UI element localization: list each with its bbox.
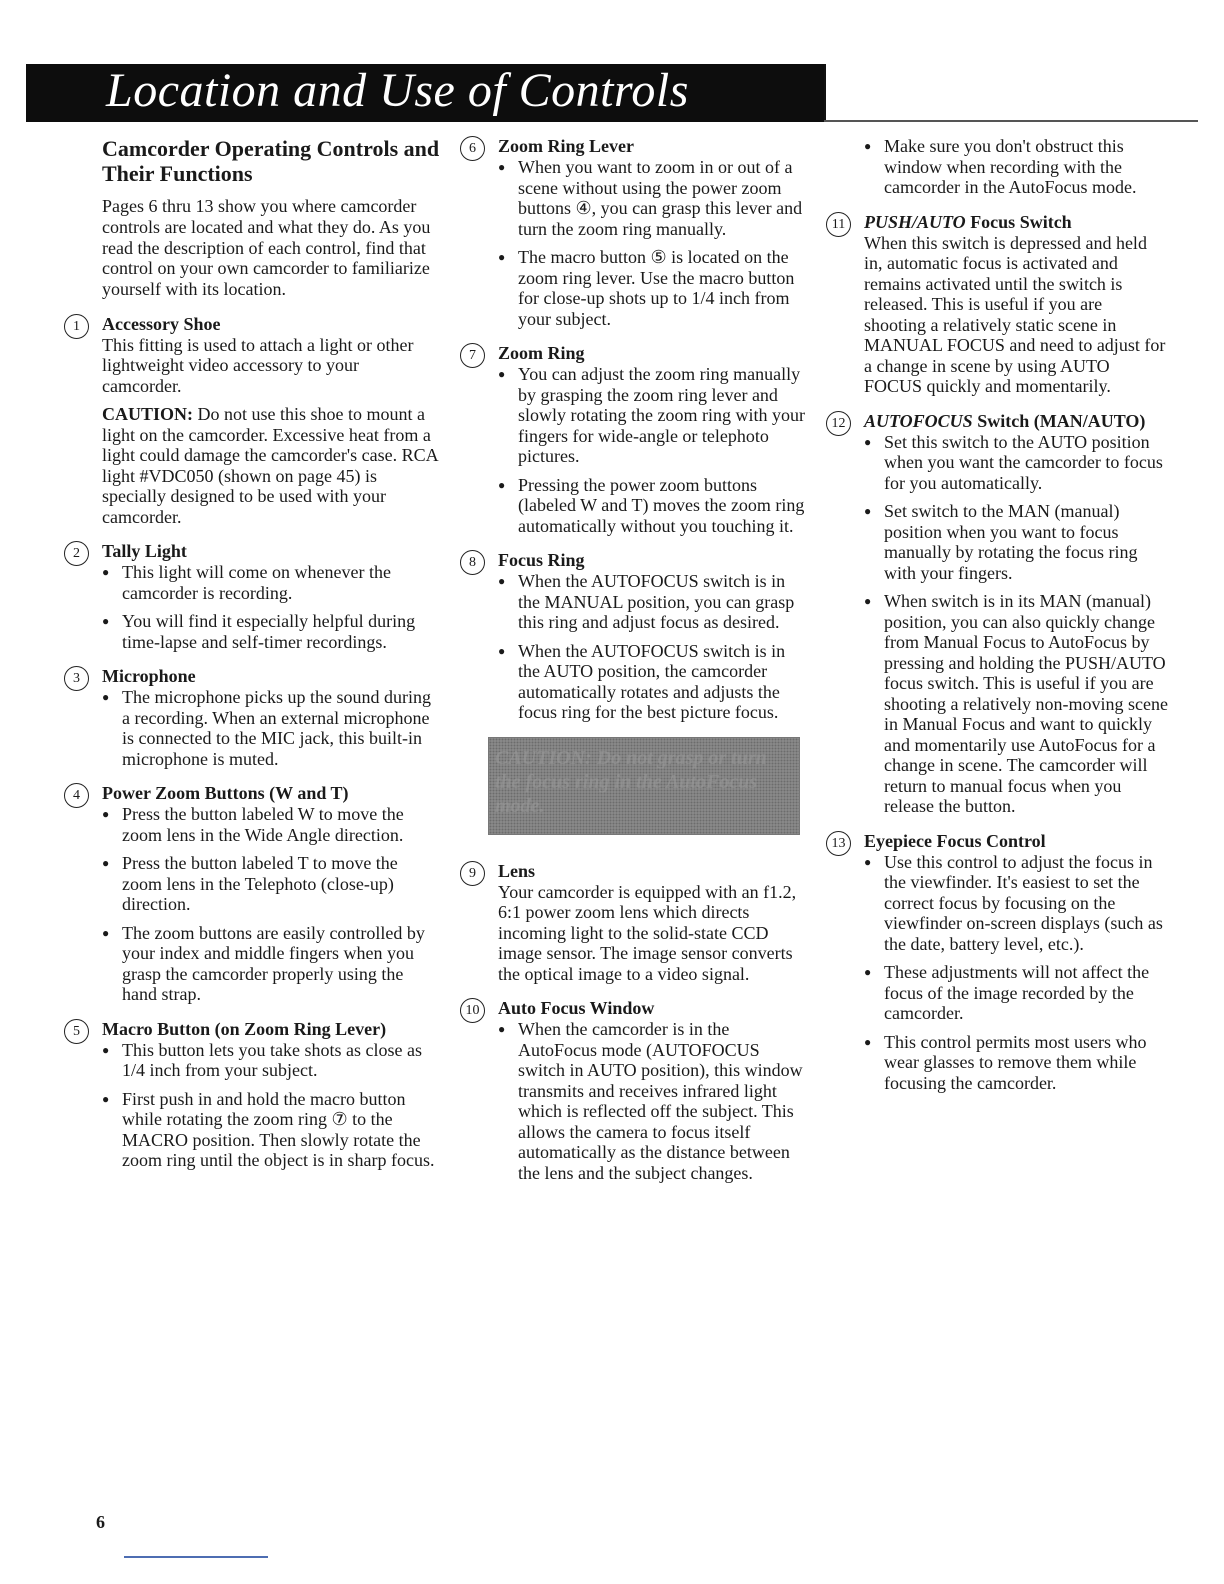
- caution-label: CAUTION:: [102, 404, 194, 425]
- bullet-item: ● Set this switch to the AUTO position when you want the camcorder to focus for you automatically.: [864, 432, 1168, 494]
- bullet-item: ● You will find it especially helpful during time-lapse and self-timer recordings.: [102, 611, 442, 652]
- item-text: When this switch is depressed and held in, automatic focus is activated and remains activated until the switch is released. This is useful if you are shooting a relatively static scene in MANUAL FOCUS and need to adjust for a change in scene by using AUTO FOCUS quickly and momentarily.: [864, 232, 1166, 396]
- bullet-item: ● The macro button ⑤ is located on the zoom ring lever. Use the macro button for close-up shots up to 1/4 inch from your subject.: [498, 247, 808, 329]
- bullet-item: ● Use this control to adjust the focus in the viewfinder. It's easiest to set the correct focus by focusing on the viewfinder on-screen displays (such as the date, battery level, etc.).: [864, 852, 1168, 955]
- lead-bullet-list: [864, 136, 1168, 198]
- item-title: [864, 831, 1168, 852]
- page-number: 6: [96, 1512, 105, 1532]
- item-title: Zoom Ring: [498, 343, 585, 363]
- number-badge: 4: [64, 783, 89, 808]
- section-heading: Camcorder Operating Controls and Their Functions: [102, 136, 440, 186]
- bullet-list: [864, 852, 1168, 1094]
- item-title-rest: Focus Switch: [965, 211, 1072, 232]
- control-item-13: [824, 831, 1168, 1094]
- control-item-9: [458, 861, 808, 985]
- control-item-7: [458, 343, 808, 536]
- bullet-item: ● The microphone picks up the sound during a recording. When an external microphone is connected to the MIC jack, this built-in microphone is muted.: [102, 687, 442, 769]
- item-title: [864, 411, 1168, 432]
- number-badge: 2: [64, 541, 89, 566]
- number-badge: 6: [460, 136, 485, 161]
- caution-body: Do not use this shoe to mount a light on the camcorder. Excessive heat from a light could damage the camcorder's case. RCA light #VDC050 (shown on page 45) is specially designed to be used with your camcorder.: [102, 404, 438, 527]
- number-badge: 10: [460, 998, 485, 1023]
- control-item-12: [824, 411, 1168, 817]
- item-title: Microphone: [102, 666, 196, 687]
- item-title: Power Zoom Buttons (W and T): [102, 783, 349, 804]
- control-item-6: [458, 136, 808, 329]
- column-3: [824, 136, 1168, 1107]
- bullet-item: ● When the AUTOFOCUS switch is in the MANUAL position, you can grasp this ring and adjust focus as desired.: [498, 571, 808, 633]
- item-text: Your camcorder is equipped with an f1.2, 6:1 power zoom lens which directs incoming light to the solid-state CCD image sensor. The image sensor converts the optical image to a video signal.: [498, 881, 797, 984]
- bullet-list: [102, 687, 442, 769]
- bullet-item: ● When the camcorder is in the AutoFocus mode (AUTOFOCUS switch in AUTO position), this window transmits and receives infrared light which is reflected off the subject. This allows the camera to focus itself automatically as the distance between the lens and the subject changes.: [498, 1019, 808, 1183]
- bottom-rule: [124, 1556, 268, 1558]
- item-title-rest: Eyepiece Focus Control: [864, 830, 1046, 851]
- bullet-list: [498, 364, 808, 536]
- bullet-list: [864, 432, 1168, 817]
- item-title-italic: AUTOFOCUS: [864, 410, 973, 431]
- header-banner: [26, 64, 826, 122]
- section-intro: Pages 6 thru 13 show you where camcorder controls are located and what they do. As you read the description of each control, find that control on your own camcorder to familiarize yourself with its location.: [102, 196, 431, 300]
- control-item-2: [62, 541, 442, 652]
- number-badge: 5: [64, 1019, 89, 1044]
- control-item-8: [458, 550, 808, 723]
- item-text: This fitting is used to attach a light or other lightweight video accessory to your camcorder.: [102, 334, 414, 396]
- shaded-caution-text: CAUTION: Do not grasp or turn the focus ring in the AutoFocus mode.: [495, 746, 767, 817]
- item-title: Lens: [498, 860, 536, 881]
- number-badge: 1: [64, 314, 89, 339]
- item-title: Tally Light: [102, 541, 187, 562]
- item-title: Focus Ring: [498, 550, 585, 570]
- control-item-4: [62, 783, 442, 1005]
- page-title: Location and Use of Controls: [106, 64, 689, 117]
- item-title-rest: Switch (MAN/AUTO): [972, 410, 1146, 431]
- item-title: Accessory Shoe: [102, 313, 221, 334]
- column-2: [458, 136, 808, 1197]
- bullet-item: ● First push in and hold the macro button while rotating the zoom ring ⑦ to the MACRO position. Then slowly rotate the zoom ring until the object is in sharp focus.: [102, 1089, 442, 1171]
- bullet-item: ● Press the button labeled T to move the zoom lens in the Telephoto (close-up) direction.: [102, 853, 442, 915]
- bullet-list: [102, 804, 442, 1005]
- number-badge: 8: [460, 550, 485, 575]
- item-title: Macro Button (on Zoom Ring Lever): [102, 1018, 387, 1039]
- bullet-item: ● Pressing the power zoom buttons (labeled W and T) moves the zoom ring automatically without you touching it.: [498, 475, 808, 537]
- bullet-item: ● This control permits most users who wear glasses to remove them while focusing the camcorder.: [864, 1032, 1168, 1094]
- bullet-item: ● When switch is in its MAN (manual) position, you can also quickly change from Manual Focus to AutoFocus by pressing and holding the PUSH/AUTO focus switch. This is useful if you are shooting a relatively non-moving scene in Manual Focus and want to quickly and momentarily use AutoFocus for a change in scene. The camcorder will return to manual focus when you release the button.: [864, 591, 1168, 817]
- header-rule: [824, 120, 1198, 122]
- number-badge: 3: [64, 666, 89, 691]
- bullet-item: ● This light will come on whenever the camcorder is recording.: [102, 562, 442, 603]
- bullet-item: ● The zoom buttons are easily controlled by your index and middle fingers when you grasp the camcorder properly using the hand strap.: [102, 923, 442, 1005]
- control-item-5: [62, 1019, 442, 1171]
- item-title: Auto Focus Window: [498, 998, 655, 1018]
- control-item-3: [62, 666, 442, 769]
- bullet-list: [102, 562, 442, 652]
- control-item-10: [458, 998, 808, 1183]
- bullet-item: ● You can adjust the zoom ring manually by grasping the zoom ring lever and slowly rotating the zoom ring with your fingers for wide-angle or telephoto pictures.: [498, 364, 808, 467]
- bullet-item: ● This button lets you take shots as close as 1/4 inch from your subject.: [102, 1040, 442, 1081]
- control-item-1: [62, 314, 442, 528]
- control-item-11: [824, 212, 1168, 397]
- number-badge: 12: [826, 411, 851, 436]
- number-badge: 7: [460, 343, 485, 368]
- number-badge: 13: [826, 831, 851, 856]
- bullet-item: ● When the AUTOFOCUS switch is in the AUTO position, the camcorder automatically rotates and adjusts the focus ring for the best picture focus.: [498, 641, 808, 723]
- item-title: [864, 212, 1168, 233]
- item-title: Zoom Ring Lever: [498, 136, 634, 156]
- number-badge: 11: [826, 212, 851, 237]
- caution-text: [102, 404, 442, 527]
- item-title-italic: PUSH/AUTO: [864, 211, 966, 232]
- bullet-list: [498, 1019, 808, 1183]
- number-badge: 9: [460, 861, 485, 886]
- column-1: [73, 136, 442, 1185]
- shaded-caution-box: [488, 737, 800, 835]
- bullet-item: ● Set switch to the MAN (manual) position when you want to focus manually by rotating the focus ring with your fingers.: [864, 501, 1168, 583]
- bullet-item: ● Press the button labeled W to move the zoom lens in the Wide Angle direction.: [102, 804, 442, 845]
- bullet-item: ● When you want to zoom in or out of a scene without using the power zoom buttons ④, you can grasp this lever and turn the zoom ring manually.: [498, 157, 808, 239]
- bullet-item: ● These adjustments will not affect the focus of the image recorded by the camcorder.: [864, 962, 1168, 1024]
- bullet-list: [498, 157, 808, 329]
- bullet-list: [498, 571, 808, 723]
- bullet-list: [102, 1040, 442, 1171]
- bullet-item: ● Make sure you don't obstruct this window when recording with the camcorder in the AutoFocus mode.: [864, 136, 1168, 198]
